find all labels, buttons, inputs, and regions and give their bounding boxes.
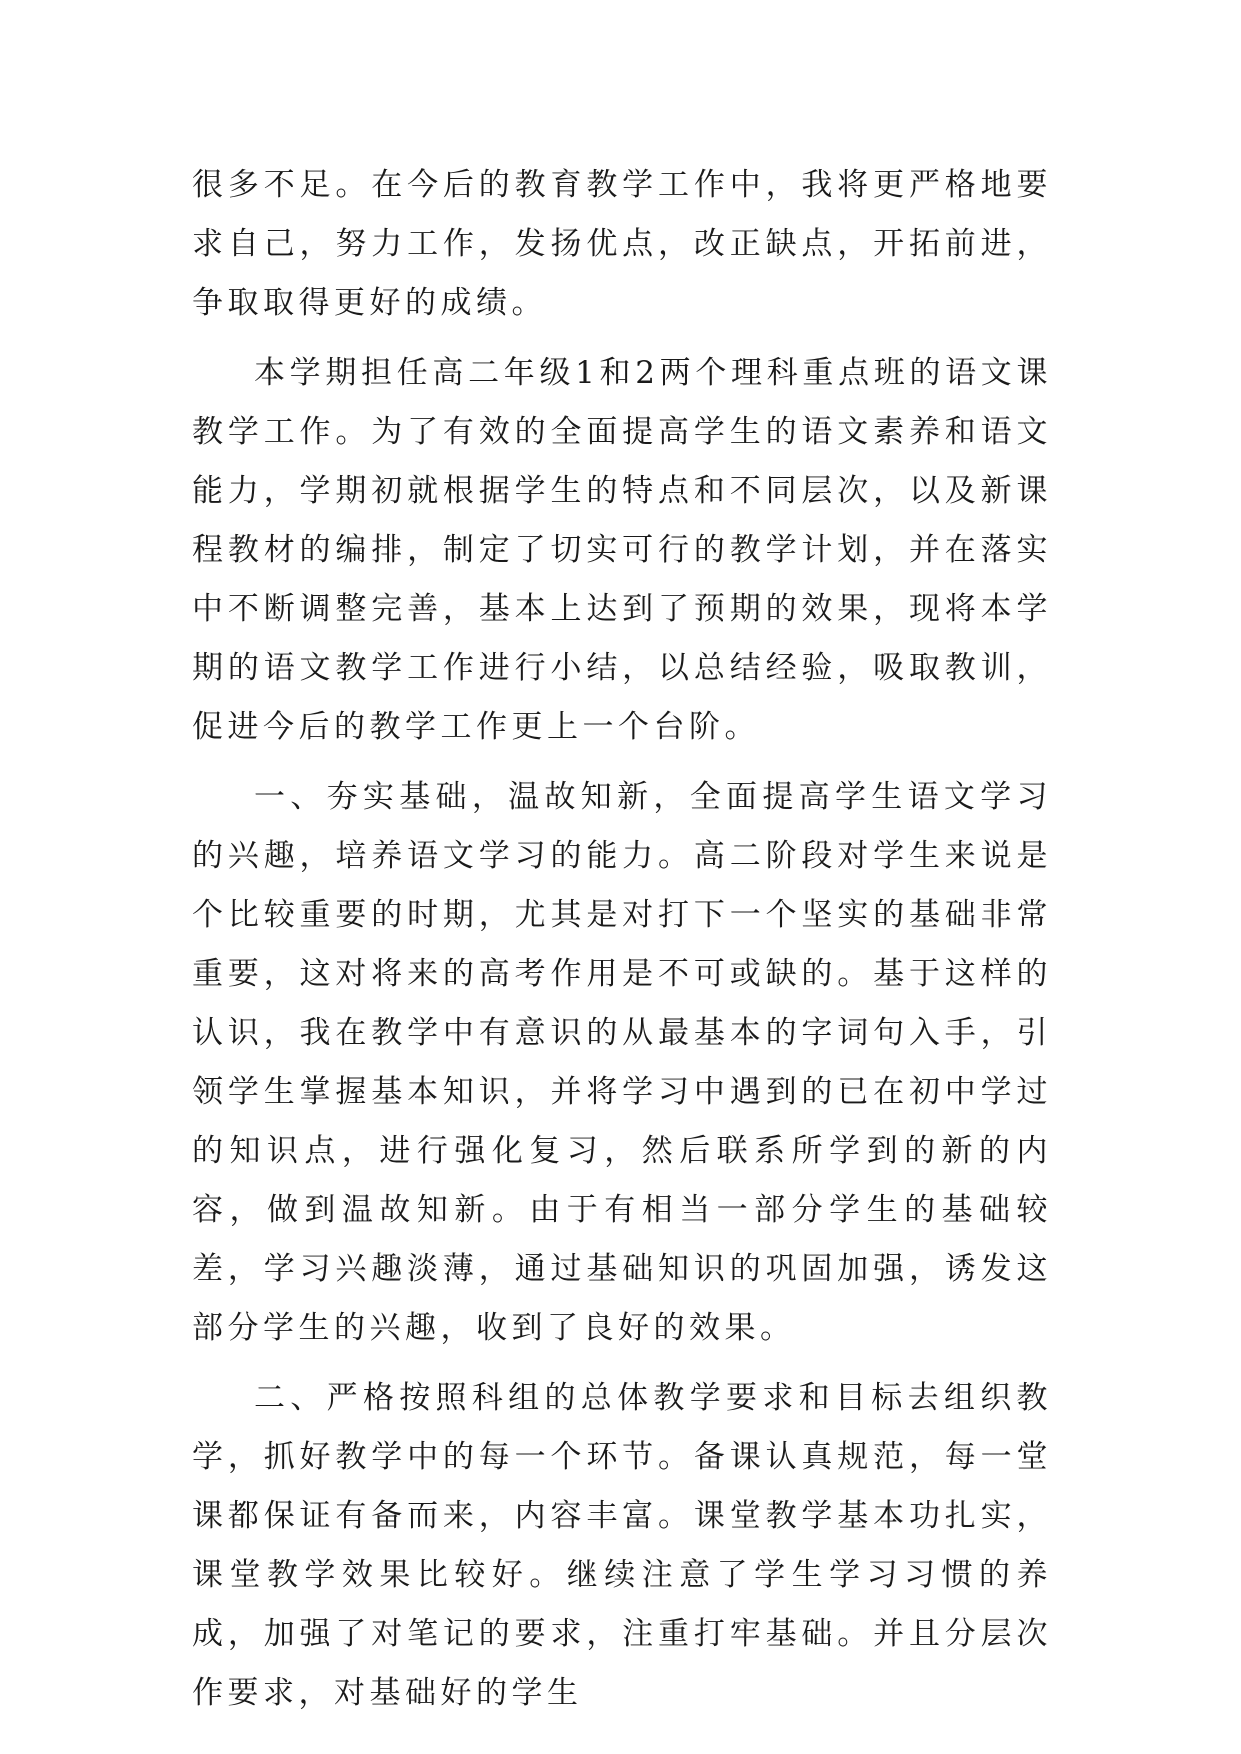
paragraph-section-one: 一、夯实基础，温故知新，全面提高学生语文学习的兴趣，培养语文学习的能力。高二阶段对学生来说是个比较重要的时期，尤其是对打下一个坚实的基础非常重要，这对将来的高考作用是不可或缺的。基于这样的认识，我在教学中有意识的从最基本的字词句入手，引领学生掌握基本知识，并将学习中遇到的已在初中学过的知识点，进行强化复习，然后联系所学到的新的内容，做到温故知新。由于有相当一部分学生的基础较差，学习兴趣淡薄，通过基础知识的巩固加强，诱发这部分学生的兴趣，收到了良好的效果。 [192, 779, 1052, 1346]
document-body [192, 156, 1052, 1734]
paragraph-continuation: 很多不足。在今后的教育教学工作中，我将更严格地要求自己，努力工作，发扬优点，改正缺点，开拓前进，争取取得更好的成绩。 [192, 167, 1052, 321]
paragraph-intro: 本学期担任高二年级1和2两个理科重点班的语文课教学工作。为了有效的全面提高学生的语文素养和语文能力，学期初就根据学生的特点和不同层次，以及新课程教材的编排，制定了切实可行的教学计划，并在落实中不断调整完善，基本上达到了预期的效果，现将本学期的语文教学工作进行小结，以总结经验，吸取教训，促进今后的教学工作更上一个台阶。 [192, 355, 1052, 745]
paragraph-section-two: 二、严格按照科组的总体教学要求和目标去组织教学，抓好教学中的每一个环节。备课认真规范，每一堂课都保证有备而来，内容丰富。课堂教学基本功扎实，课堂教学效果比较好。继续注意了学生学习习惯的养成，加强了对笔记的要求，注重打牢基础。并且分层次作要求，对基础好的学生 [192, 1380, 1052, 1711]
